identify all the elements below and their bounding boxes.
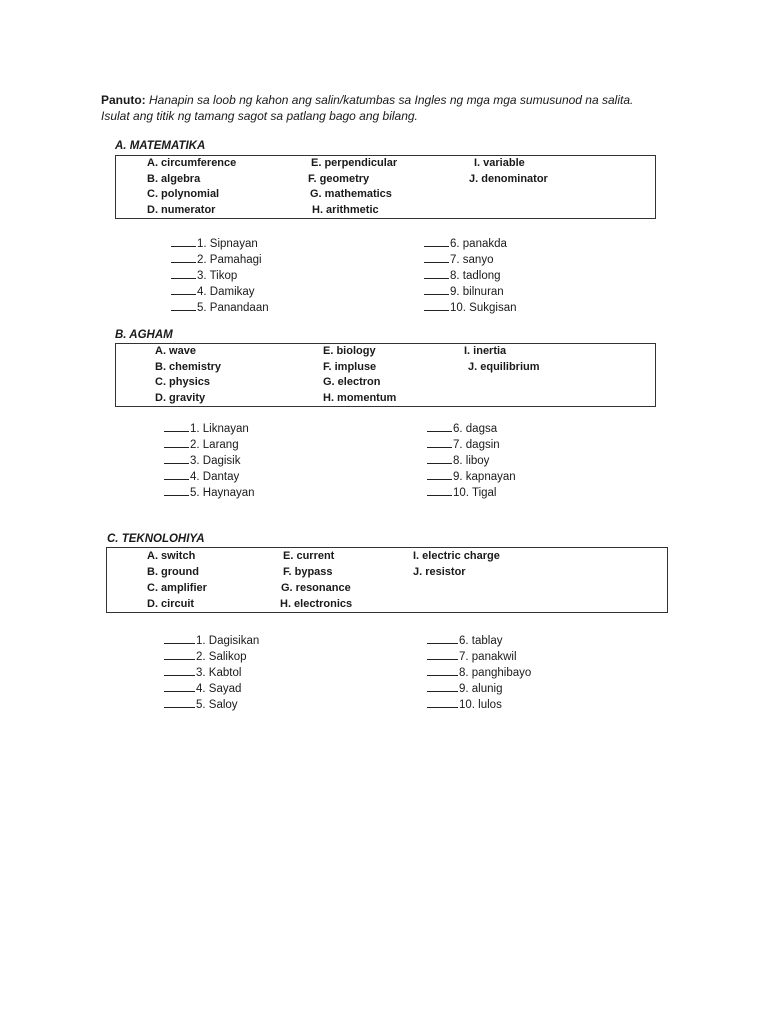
word-option: A. circumference [147, 157, 237, 169]
answer-blank[interactable] [171, 283, 196, 295]
answer-item: 9. kapnayan [427, 468, 516, 483]
answer-item: 8. panghibayo [427, 664, 531, 679]
word-option: I. electric charge [413, 550, 500, 562]
word-option: B. ground [147, 566, 199, 578]
answer-item: 4. Damikay [171, 283, 255, 298]
answer-item: 3. Dagisik [164, 452, 241, 467]
answer-item: 5. Panandaan [171, 299, 269, 314]
answer-item: 6. panakda [424, 235, 507, 250]
answer-blank[interactable] [164, 452, 189, 464]
answer-item: 10. Tigal [427, 484, 496, 499]
answer-item: 2. Larang [164, 436, 239, 451]
answer-item: 7. sanyo [424, 251, 493, 266]
word-option: F. impluse [323, 361, 377, 373]
answer-item: 4. Sayad [164, 680, 241, 695]
answer-blank[interactable] [171, 299, 196, 311]
word-option: I. inertia [464, 345, 507, 357]
answer-item: 9. alunig [427, 680, 502, 695]
answer-blank[interactable] [427, 680, 458, 692]
word-option: J. resistor [413, 566, 466, 578]
answer-item: 4. Dantay [164, 468, 239, 483]
answer-blank[interactable] [427, 420, 452, 432]
answer-blank[interactable] [164, 484, 189, 496]
answer-blank[interactable] [427, 696, 458, 708]
answer-item: 5. Saloy [164, 696, 238, 711]
answer-item: 6. tablay [427, 632, 502, 647]
word-option: J. denominator [469, 173, 548, 185]
answer-blank[interactable] [164, 648, 195, 660]
word-option: E. biology [323, 345, 376, 357]
answer-item: 5. Haynayan [164, 484, 255, 499]
answer-item: 1. Dagisikan [164, 632, 259, 647]
word-option: I. variable [474, 157, 525, 169]
answer-blank[interactable] [427, 664, 458, 676]
answer-blank[interactable] [424, 251, 449, 263]
word-option: A. wave [155, 345, 196, 357]
answer-item: 2. Pamahagi [171, 251, 262, 266]
instructions-text: Hanapin sa loob ng kahon ang salin/katumbas sa Ingles ng mga mga sumusunod na salita. Isulat ang titik ng tamang sagot sa patlang bago ang bilang. [101, 93, 634, 123]
answer-blank[interactable] [427, 468, 452, 480]
word-option: D. circuit [147, 598, 195, 610]
word-option: E. current [283, 550, 335, 562]
word-option: A. switch [147, 550, 196, 562]
instructions [101, 92, 661, 124]
answer-blank[interactable] [164, 468, 189, 480]
word-option: H. arithmetic [312, 204, 379, 216]
word-option: F. geometry [308, 173, 370, 185]
answer-blank[interactable] [171, 235, 196, 247]
answer-blank[interactable] [164, 420, 189, 432]
word-option: H. electronics [280, 598, 353, 610]
word-option: J. equilibrium [468, 361, 540, 373]
section-a-word-box [115, 155, 656, 219]
section-b-title: B. AGHAM [115, 329, 173, 341]
answer-blank[interactable] [164, 632, 195, 644]
answer-item: 2. Salikop [164, 648, 247, 663]
answer-blank[interactable] [171, 267, 196, 279]
word-option: B. algebra [147, 173, 201, 185]
answer-blank[interactable] [171, 251, 196, 263]
answer-blank[interactable] [164, 696, 195, 708]
section-b-word-box [115, 343, 656, 407]
answer-blank[interactable] [427, 632, 458, 644]
section-c-word-box [106, 547, 668, 613]
answer-item: 3. Kabtol [164, 664, 241, 679]
section-a-title: A. MATEMATIKA [115, 140, 206, 152]
answer-item: 10. lulos [427, 696, 502, 711]
word-option: G. mathematics [310, 188, 392, 200]
word-option: B. chemistry [155, 361, 222, 373]
answer-item: 10. Sukgisan [424, 299, 517, 314]
word-option: C. physics [155, 376, 211, 388]
answer-blank[interactable] [427, 436, 452, 448]
answer-blank[interactable] [427, 452, 452, 464]
answer-item: 1. Sipnayan [171, 235, 258, 250]
answer-blank[interactable] [164, 436, 189, 448]
word-option: G. resonance [281, 582, 351, 594]
word-option: G. electron [323, 376, 381, 388]
answer-blank[interactable] [164, 680, 195, 692]
answer-blank[interactable] [424, 235, 449, 247]
word-option: C. amplifier [147, 582, 207, 594]
answer-blank[interactable] [427, 484, 452, 496]
answer-item: 1. Liknayan [164, 420, 249, 435]
answer-blank[interactable] [424, 299, 449, 311]
word-option: D. numerator [147, 204, 216, 216]
word-option: D. gravity [155, 392, 206, 404]
word-option: F. bypass [283, 566, 333, 578]
answer-item: 8. tadlong [424, 267, 501, 282]
word-option: E. perpendicular [311, 157, 398, 169]
answer-item: 8. liboy [427, 452, 489, 467]
instructions-label: Panuto: [101, 93, 146, 107]
answer-item: 7. dagsin [427, 436, 500, 451]
answer-blank[interactable] [164, 664, 195, 676]
word-option: H. momentum [323, 392, 397, 404]
word-option: C. polynomial [147, 188, 220, 200]
answer-blank[interactable] [424, 283, 449, 295]
answer-item: 7. panakwil [427, 648, 517, 663]
answer-blank[interactable] [427, 648, 458, 660]
section-c-title: C. TEKNOLOHIYA [107, 533, 205, 545]
answer-item: 3. Tikop [171, 267, 237, 282]
answer-item: 6. dagsa [427, 420, 497, 435]
answer-blank[interactable] [424, 267, 449, 279]
answer-item: 9. bilnuran [424, 283, 504, 298]
